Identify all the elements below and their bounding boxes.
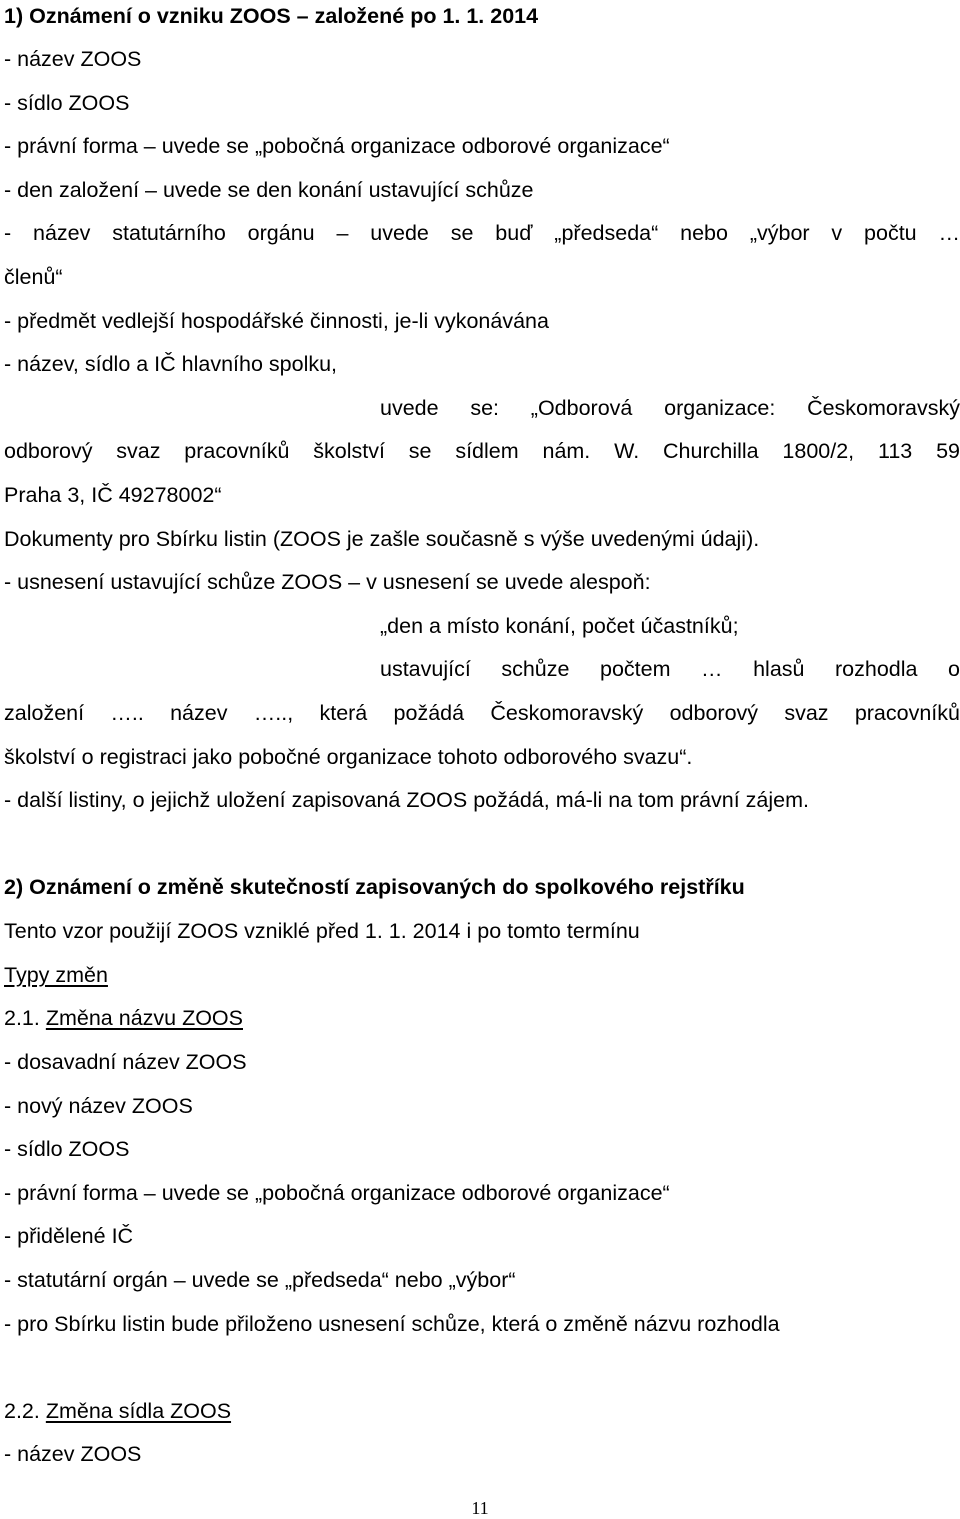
change-types-label: Typy změn bbox=[4, 963, 108, 987]
subsection-2-1-item: - dosavadní název ZOOS bbox=[4, 1050, 247, 1074]
subsection-2-2-heading bbox=[4, 1397, 231, 1425]
documents-note: Dokumenty pro Sbírku listin (ZOOS je zašle současně s výše uvedenými údaji). bbox=[4, 527, 760, 551]
subsection-2-1-item: - právní forma – uvede se „pobočná organizace odborové organizace“ bbox=[4, 1181, 670, 1205]
example-text-line: odborový svaz pracovníků školství se sídlem nám. W. Churchilla 1800/2, 113 59 bbox=[4, 439, 960, 463]
subsection-title: Změna sídla ZOOS bbox=[45, 1399, 232, 1423]
section2-heading: 2) Oznámení o změně skutečností zapisovaných do spolkového rejstříku bbox=[4, 875, 745, 899]
subsection-2-1-item: - statutární orgán – uvede se „předseda“ nebo „výbor“ bbox=[4, 1268, 516, 1292]
section1-heading: 1) Oznámení o vzniku ZOOS – založené po 1. 1. 2014 bbox=[4, 4, 539, 28]
example-text-line: Praha 3, IČ 49278002“ bbox=[4, 483, 222, 507]
section1-item: - den založení – uvede se den konání ustavující schůze bbox=[4, 178, 534, 202]
section1-item: členů“ bbox=[4, 265, 63, 289]
section1-item: - předmět vedlejší hospodářské činnosti, je-li vykonávána bbox=[4, 309, 549, 333]
resolution-intro: - usnesení ustavující schůze ZOOS – v usnesení se uvede alespoň: bbox=[4, 570, 651, 594]
subsection-2-2-item: - název ZOOS bbox=[4, 1442, 142, 1466]
section1-item: - sídlo ZOOS bbox=[4, 91, 130, 115]
resolution-text-line: „den a místo konání, počet účastníků; bbox=[380, 614, 739, 638]
subsection-2-1-item: - nový název ZOOS bbox=[4, 1094, 193, 1118]
example-text-line: uvede se: „Odborová organizace: Českomoravský bbox=[380, 396, 960, 420]
other-documents-item: - další listiny, o jejichž uložení zapisovaná ZOOS požádá, má-li na tom právní zájem. bbox=[4, 788, 810, 812]
page-number: 11 bbox=[471, 1498, 489, 1518]
subsection-2-1-heading bbox=[4, 1004, 243, 1032]
subsection-2-1-item: - přidělené IČ bbox=[4, 1224, 134, 1248]
section1-item: - název statutárního orgánu – uvede se buď „předseda“ nebo „výbor v počtu … bbox=[4, 221, 960, 245]
subsection-2-1-item: - pro Sbírku listin bude přiloženo usnesení schůze, která o změně názvu rozhodla bbox=[4, 1312, 780, 1336]
section1-item: - název, sídlo a IČ hlavního spolku, bbox=[4, 352, 338, 376]
section1-item: - právní forma – uvede se „pobočná organizace odborové organizace“ bbox=[4, 134, 670, 158]
resolution-text-line: založení ….. název ….., která požádá Českomoravský odborový svaz pracovníků bbox=[4, 701, 960, 725]
subsection-number: 2.1. bbox=[4, 1006, 46, 1030]
subsection-number: 2.2. bbox=[4, 1399, 46, 1423]
resolution-text-line: školství o registraci jako pobočné organizace tohoto odborového svazu“. bbox=[4, 745, 693, 769]
subsection-2-1-item: - sídlo ZOOS bbox=[4, 1137, 130, 1161]
resolution-text-line: ustavující schůze počtem … hlasů rozhodla o bbox=[380, 657, 960, 681]
section1-item: - název ZOOS bbox=[4, 47, 142, 71]
section2-intro: Tento vzor použijí ZOOS vzniklé před 1. 1. 2014 i po tomto termínu bbox=[4, 919, 640, 943]
subsection-title: Změna názvu ZOOS bbox=[45, 1006, 243, 1030]
